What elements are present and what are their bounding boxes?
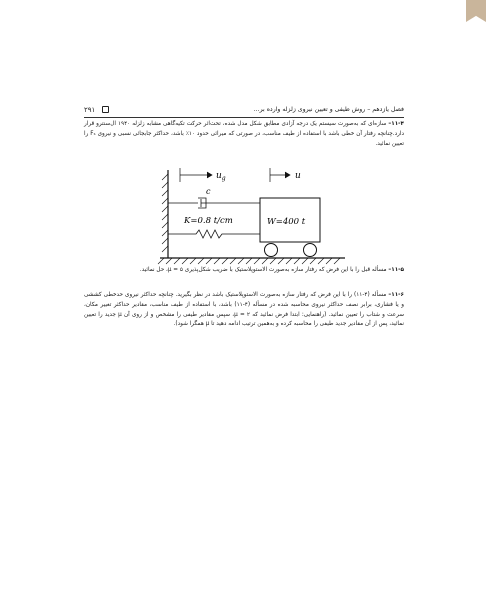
problem-label: ۱۱-۵– [388,267,404,273]
ug-arrow [180,168,212,182]
mass-disp-label: u [295,171,301,181]
weight-label: W=400 t [267,217,306,227]
sdof-figure [150,160,350,270]
problem-11-6 [84,291,404,330]
header-rule [84,117,404,118]
u-arrow [270,168,290,182]
bookmark-ribbon[interactable] [466,0,486,22]
chapter-title: فصل یازدهم – روش طیفی و تعیین نیروی زلزله وارده بر... [253,106,404,113]
ground-disp-label: $u_g$ [216,171,226,182]
page-header [84,103,404,117]
problem-label: ۱۱-۶– [388,292,404,298]
wheel-left [265,244,278,257]
ground-hatch [158,258,340,264]
wall-hatch [162,174,168,252]
problem-11-5 [84,266,404,276]
damper [168,198,260,208]
page-number: ۲۹۱ [84,106,96,114]
sdof-diagram [150,160,350,270]
problem-text: مسأله (۴-۱۱) را با این فرض که رفتار سازه به‌صورت الاستوپلاستیک باشد در نظر بگیرید. چنانچه حداکثر نیروی حدخطی کششی و یا فشاری، برابر نصف حداکثر نیروی محاسبه شده در مسأله (۴-۱۱) باشد، با استفاده از طیف مناسب، مقادیر حداکثر تغییر مکان، سرعت و شتاب را تعیین نمائید. (راهنمایی: ابتدا فرض نمائید که μ = ۲، سپس مقادیر طیفی را مشخص و از روی آن μ جدید را تعیین نمائید، پس از آن مقادیر جدید طیفی را محاسبه کرده و به‌همین ترتیب ادامه دهید تا μ همگرا شود). [84,292,404,328]
problem-label: ۱۱-۴– [388,121,404,127]
wheel-right [304,244,317,257]
spring-label: K=0.8 t/cm [184,216,233,226]
book-icon [102,106,109,113]
problem-text: سازه‌ای که به‌صورت سیستم یک درجه آزادی مطابق شکل مدل شده، تحت‌اثر حرکت تکیه‌گاهی مشابه زلزله ۱۹۴۰ ال‌سنترو قرار دارد.چنانچه رفتار آن خطی باشد با استفاده از طیف مناسب، در صورتی که میرائی حدود ۱۰٪ باشد، حداکثر جابجائی نسبی و نیروی Fₛ را تعیین نمائید. [84,121,404,147]
problem-11-4 [84,120,404,149]
damper-label: c [206,187,211,196]
spring [168,230,260,238]
problem-text: مسأله قبل را با این فرض که رفتار سازه به‌صورت الاستوپلاستیک با ضریب شکل‌پذیری μ = ۵، حل نمائید. [139,267,387,273]
